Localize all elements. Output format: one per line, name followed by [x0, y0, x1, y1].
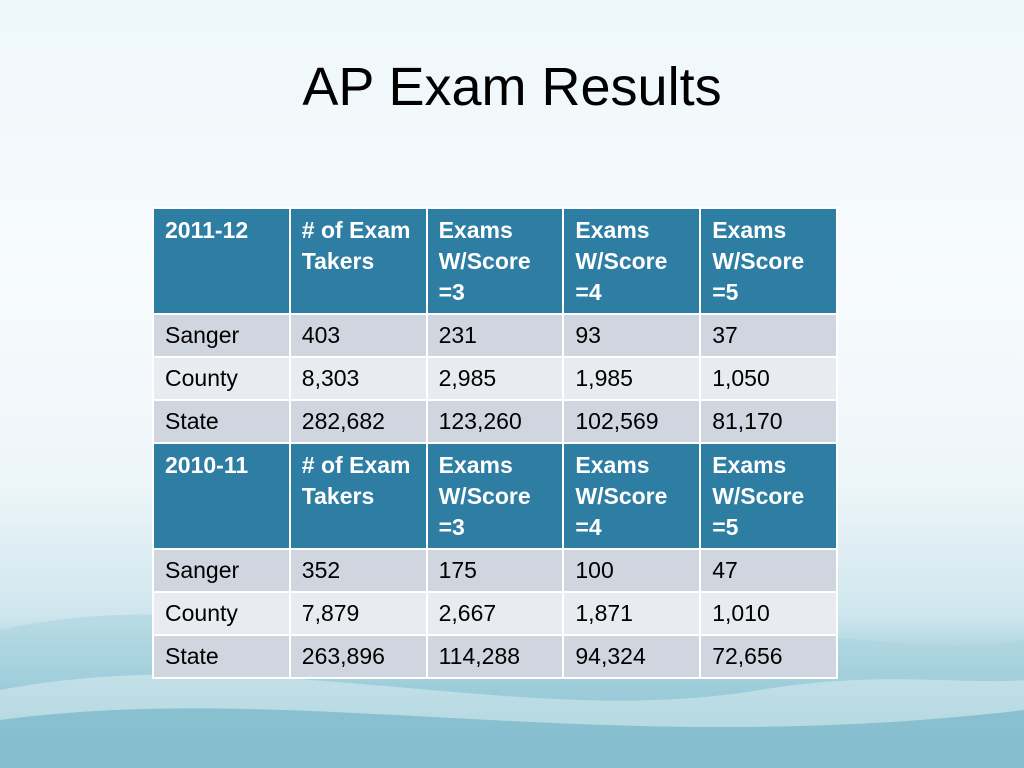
table-row	[153, 592, 837, 635]
header-cell: Exams W/Score =3	[427, 443, 564, 549]
table-row	[153, 314, 837, 357]
table-header-row-2011-12	[153, 208, 837, 314]
table-row	[153, 400, 837, 443]
table-cell: 114,288	[427, 635, 564, 678]
header-cell: 2010-11	[153, 443, 290, 549]
header-cell: Exams W/Score =4	[563, 443, 700, 549]
table-cell: State	[153, 400, 290, 443]
header-cell: # of Exam Takers	[290, 208, 427, 314]
table-cell: 100	[563, 549, 700, 592]
table-cell: 1,985	[563, 357, 700, 400]
table-cell: 7,879	[290, 592, 427, 635]
table-cell: Sanger	[153, 549, 290, 592]
table-cell: State	[153, 635, 290, 678]
table-cell: 1,010	[700, 592, 837, 635]
table-cell: 2,667	[427, 592, 564, 635]
table-cell: 123,260	[427, 400, 564, 443]
header-cell: Exams W/Score =3	[427, 208, 564, 314]
table-cell: 175	[427, 549, 564, 592]
header-cell: # of Exam Takers	[290, 443, 427, 549]
table-cell: 72,656	[700, 635, 837, 678]
header-cell: Exams W/Score =4	[563, 208, 700, 314]
table-cell: 94,324	[563, 635, 700, 678]
table-cell: 1,050	[700, 357, 837, 400]
table-cell: 102,569	[563, 400, 700, 443]
table-row	[153, 357, 837, 400]
table-cell: 282,682	[290, 400, 427, 443]
table-cell: 8,303	[290, 357, 427, 400]
header-cell: Exams W/Score =5	[700, 208, 837, 314]
table-cell: 47	[700, 549, 837, 592]
table-row	[153, 635, 837, 678]
table-cell: 1,871	[563, 592, 700, 635]
header-cell: 2011-12	[153, 208, 290, 314]
header-cell: Exams W/Score =5	[700, 443, 837, 549]
table-cell: 81,170	[700, 400, 837, 443]
table-cell: 263,896	[290, 635, 427, 678]
table-cell: 231	[427, 314, 564, 357]
table-cell: Sanger	[153, 314, 290, 357]
table-row	[153, 549, 837, 592]
table-cell: 93	[563, 314, 700, 357]
table-cell: 403	[290, 314, 427, 357]
table-cell: County	[153, 592, 290, 635]
ap-results-table	[152, 207, 838, 679]
table-cell: 37	[700, 314, 837, 357]
table-cell: 2,985	[427, 357, 564, 400]
table-cell: 352	[290, 549, 427, 592]
table-cell: County	[153, 357, 290, 400]
table-header-row-2010-11	[153, 443, 837, 549]
slide-title: AP Exam Results	[302, 57, 722, 117]
